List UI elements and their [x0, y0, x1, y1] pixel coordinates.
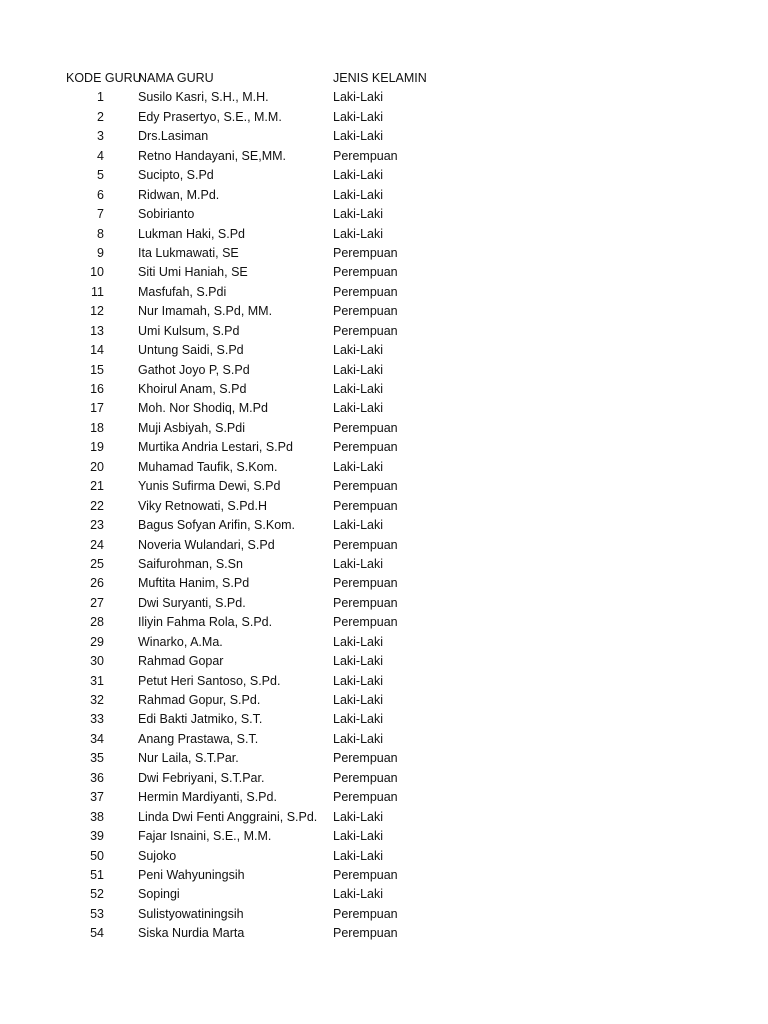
cell-jenis-kelamin: Laki-Laki: [333, 829, 384, 844]
cell-kode-guru: 26: [90, 576, 104, 591]
table-row: [66, 147, 446, 166]
cell-jenis-kelamin: Laki-Laki: [333, 401, 384, 416]
table-row: [66, 127, 446, 146]
cell-nama-guru: Untung Saidi, S.Pd: [138, 343, 244, 358]
table-row: [66, 380, 446, 399]
cell-jenis-kelamin: Laki-Laki: [333, 362, 384, 377]
cell-kode-guru: 2: [97, 109, 104, 124]
cell-jenis-kelamin: Perempuan: [333, 479, 398, 494]
table-row: [66, 905, 446, 924]
cell-kode-guru: 50: [90, 848, 104, 863]
table-row: [66, 808, 446, 827]
cell-nama-guru: Muji Asbiyah, S.Pdi: [138, 420, 245, 435]
cell-kode-guru: 9: [97, 245, 104, 260]
cell-nama-guru: Peni Wahyuningsih: [138, 867, 245, 882]
cell-kode-guru: 3: [97, 129, 104, 144]
table-row: [66, 633, 446, 652]
cell-nama-guru: Ita Lukmawati, SE: [138, 245, 239, 260]
table-row: [66, 516, 446, 535]
table-row: [66, 361, 446, 380]
cell-jenis-kelamin: Perempuan: [333, 576, 398, 591]
cell-kode-guru: 13: [90, 323, 104, 338]
cell-jenis-kelamin: Perempuan: [333, 770, 398, 785]
cell-kode-guru: 33: [90, 712, 104, 727]
cell-jenis-kelamin: Laki-Laki: [333, 654, 384, 669]
cell-nama-guru: Winarko, A.Ma.: [138, 634, 223, 649]
cell-kode-guru: 4: [97, 148, 104, 163]
cell-jenis-kelamin: Laki-Laki: [333, 673, 384, 688]
table-body: [66, 88, 446, 943]
cell-nama-guru: Sucipto, S.Pd: [138, 168, 214, 183]
table-row: [66, 536, 446, 555]
table-header-row: [66, 69, 446, 88]
cell-kode-guru: 27: [90, 595, 104, 610]
cell-nama-guru: Rahmad Gopar: [138, 654, 224, 669]
cell-jenis-kelamin: Laki-Laki: [333, 887, 384, 902]
cell-kode-guru: 51: [90, 867, 104, 882]
cell-jenis-kelamin: Perempuan: [333, 595, 398, 610]
cell-jenis-kelamin: Perempuan: [333, 304, 398, 319]
cell-nama-guru: Sobirianto: [138, 207, 195, 222]
cell-jenis-kelamin: Laki-Laki: [333, 129, 384, 144]
cell-nama-guru: Sujoko: [138, 848, 177, 863]
cell-jenis-kelamin: Laki-Laki: [333, 109, 384, 124]
cell-nama-guru: Edy Prasertyo, S.E., M.M.: [138, 109, 282, 124]
table-row: [66, 847, 446, 866]
cell-jenis-kelamin: Laki-Laki: [333, 731, 384, 746]
table-row: [66, 88, 446, 107]
cell-kode-guru: 52: [90, 887, 104, 902]
cell-kode-guru: 19: [90, 440, 104, 455]
cell-jenis-kelamin: Laki-Laki: [333, 90, 384, 105]
cell-nama-guru: Rahmad Gopur, S.Pd.: [138, 693, 261, 707]
cell-jenis-kelamin: Laki-Laki: [333, 518, 384, 533]
cell-jenis-kelamin: Perempuan: [333, 537, 398, 552]
cell-nama-guru: Siti Umi Haniah, SE: [138, 265, 248, 280]
cell-jenis-kelamin: Laki-Laki: [333, 226, 384, 241]
cell-kode-guru: 12: [90, 304, 104, 319]
cell-jenis-kelamin: Perempuan: [333, 284, 398, 299]
cell-nama-guru: Hermin Mardiyanti, S.Pd.: [138, 790, 277, 805]
cell-nama-guru: Bagus Sofyan Arifin, S.Kom.: [138, 518, 296, 533]
cell-kode-guru: 34: [90, 731, 104, 746]
cell-jenis-kelamin: Perempuan: [333, 440, 398, 455]
cell-nama-guru: Edi Bakti Jatmiko, S.T.: [138, 712, 263, 727]
cell-jenis-kelamin: Laki-Laki: [333, 556, 384, 571]
table-row: [66, 302, 446, 321]
cell-kode-guru: 29: [90, 634, 104, 649]
cell-jenis-kelamin: Laki-Laki: [333, 809, 384, 824]
cell-kode-guru: 35: [90, 751, 104, 766]
cell-nama-guru: Saifurohman, S.Sn: [138, 556, 243, 571]
table-row: [66, 924, 446, 943]
table-row: [66, 827, 446, 846]
cell-kode-guru: 37: [90, 790, 104, 805]
table-row: [66, 399, 446, 418]
cell-nama-guru: Retno Handayani, SE,MM.: [138, 148, 286, 163]
header-nama-guru: NAMA GURU: [138, 71, 214, 85]
cell-nama-guru: Khoirul Anam, S.Pd: [138, 382, 247, 396]
table-row: [66, 613, 446, 632]
header-jenis-kelamin: JENIS KELAMIN: [333, 71, 427, 85]
cell-nama-guru: Drs.Lasiman: [138, 129, 209, 144]
cell-nama-guru: Linda Dwi Fenti Anggraini, S.Pd.: [138, 809, 318, 824]
cell-kode-guru: 38: [90, 809, 104, 824]
cell-nama-guru: Fajar Isnaini, S.E., M.M.: [138, 829, 272, 844]
table-row: [66, 166, 446, 185]
cell-jenis-kelamin: Perempuan: [333, 265, 398, 280]
cell-kode-guru: 53: [90, 906, 104, 921]
cell-kode-guru: 18: [90, 420, 104, 435]
cell-kode-guru: 17: [90, 401, 104, 416]
table-row: [66, 419, 446, 438]
cell-kode-guru: 24: [90, 537, 104, 552]
cell-nama-guru: Siska Nurdia Marta: [138, 926, 245, 941]
table-row: [66, 263, 446, 282]
table-row: [66, 477, 446, 496]
cell-jenis-kelamin: Laki-Laki: [333, 207, 384, 222]
cell-kode-guru: 25: [90, 556, 104, 571]
cell-jenis-kelamin: Laki-Laki: [333, 848, 384, 863]
cell-kode-guru: 54: [90, 926, 104, 941]
cell-kode-guru: 10: [90, 265, 104, 280]
cell-kode-guru: 32: [90, 693, 104, 707]
cell-jenis-kelamin: Perempuan: [333, 498, 398, 513]
table-row: [66, 749, 446, 768]
header-kode-guru: KODE GURU: [66, 71, 142, 85]
cell-kode-guru: 28: [90, 615, 104, 630]
cell-kode-guru: 6: [97, 187, 104, 202]
table-row: [66, 205, 446, 224]
cell-jenis-kelamin: Perempuan: [333, 751, 398, 766]
cell-jenis-kelamin: Laki-Laki: [333, 693, 384, 707]
cell-kode-guru: 1: [97, 90, 104, 105]
table-row: [66, 652, 446, 671]
table-row: [66, 730, 446, 749]
cell-kode-guru: 7: [97, 207, 104, 222]
table-row: [66, 555, 446, 574]
cell-nama-guru: Muhamad Taufik, S.Kom.: [138, 459, 278, 474]
cell-nama-guru: Murtika Andria Lestari, S.Pd: [138, 440, 293, 455]
cell-jenis-kelamin: Perempuan: [333, 790, 398, 805]
cell-kode-guru: 14: [90, 343, 104, 358]
cell-jenis-kelamin: Perempuan: [333, 148, 398, 163]
teacher-table: [66, 69, 446, 944]
table-row: [66, 574, 446, 593]
cell-jenis-kelamin: Perempuan: [333, 926, 398, 941]
cell-nama-guru: Masfufah, S.Pdi: [138, 284, 227, 299]
cell-nama-guru: Moh. Nor Shodiq, M.Pd: [138, 401, 268, 416]
table-row: [66, 885, 446, 904]
table-row: [66, 438, 446, 457]
cell-kode-guru: 22: [90, 498, 104, 513]
table-row: [66, 594, 446, 613]
cell-jenis-kelamin: Perempuan: [333, 867, 398, 882]
cell-nama-guru: Viky Retnowati, S.Pd.H: [138, 498, 267, 513]
cell-nama-guru: Susilo Kasri, S.H., M.H.: [138, 90, 269, 105]
cell-kode-guru: 20: [90, 459, 104, 474]
cell-kode-guru: 30: [90, 654, 104, 669]
cell-nama-guru: Nur Laila, S.T.Par.: [138, 751, 239, 766]
cell-jenis-kelamin: Perempuan: [333, 615, 398, 630]
cell-kode-guru: 36: [90, 770, 104, 785]
cell-jenis-kelamin: Laki-Laki: [333, 343, 384, 358]
table-row: [66, 244, 446, 263]
table-row: [66, 108, 446, 127]
cell-kode-guru: 31: [90, 673, 104, 688]
cell-kode-guru: 16: [90, 382, 104, 396]
cell-nama-guru: Yunis Sufirma Dewi, S.Pd: [138, 479, 281, 494]
cell-kode-guru: 5: [97, 168, 104, 183]
cell-nama-guru: Ridwan, M.Pd.: [138, 187, 220, 202]
table-row: [66, 866, 446, 885]
cell-nama-guru: Sopingi: [138, 887, 180, 902]
cell-nama-guru: Nur Imamah, S.Pd, MM.: [138, 304, 273, 319]
cell-nama-guru: Dwi Febriyani, S.T.Par.: [138, 770, 265, 785]
cell-nama-guru: Gathot Joyo P, S.Pd: [138, 362, 250, 377]
cell-jenis-kelamin: Perempuan: [333, 906, 398, 921]
cell-nama-guru: Lukman Haki, S.Pd: [138, 226, 245, 241]
table-row: [66, 497, 446, 516]
cell-jenis-kelamin: Laki-Laki: [333, 634, 384, 649]
cell-jenis-kelamin: Perempuan: [333, 245, 398, 260]
cell-jenis-kelamin: Perempuan: [333, 420, 398, 435]
cell-jenis-kelamin: Laki-Laki: [333, 168, 384, 183]
table-row: [66, 769, 446, 788]
cell-nama-guru: Iliyin Fahma Rola, S.Pd.: [138, 615, 273, 630]
table-row: [66, 788, 446, 807]
cell-kode-guru: 23: [90, 518, 104, 533]
cell-kode-guru: 21: [90, 479, 104, 494]
cell-jenis-kelamin: Laki-Laki: [333, 382, 384, 396]
cell-kode-guru: 8: [97, 226, 104, 241]
table-row: [66, 341, 446, 360]
cell-nama-guru: Anang Prastawa, S.T.: [138, 731, 259, 746]
cell-nama-guru: Dwi Suryanti, S.Pd.: [138, 595, 246, 610]
table-row: [66, 691, 446, 710]
table-row: [66, 322, 446, 341]
cell-nama-guru: Umi Kulsum, S.Pd: [138, 323, 240, 338]
table-row: [66, 186, 446, 205]
cell-nama-guru: Muftita Hanim, S.Pd: [138, 576, 250, 591]
cell-jenis-kelamin: Perempuan: [333, 323, 398, 338]
table-row: [66, 710, 446, 729]
cell-nama-guru: Petut Heri Santoso, S.Pd.: [138, 673, 281, 688]
table-row: [66, 458, 446, 477]
table-row: [66, 283, 446, 302]
cell-nama-guru: Noveria Wulandari, S.Pd: [138, 537, 275, 552]
cell-jenis-kelamin: Laki-Laki: [333, 712, 384, 727]
cell-kode-guru: 11: [91, 284, 104, 299]
cell-nama-guru: Sulistyowatiningsih: [138, 906, 244, 921]
table-row: [66, 225, 446, 244]
cell-jenis-kelamin: Laki-Laki: [333, 459, 384, 474]
cell-kode-guru: 39: [90, 829, 104, 844]
cell-jenis-kelamin: Laki-Laki: [333, 187, 384, 202]
cell-kode-guru: 15: [90, 362, 104, 377]
table-row: [66, 672, 446, 691]
